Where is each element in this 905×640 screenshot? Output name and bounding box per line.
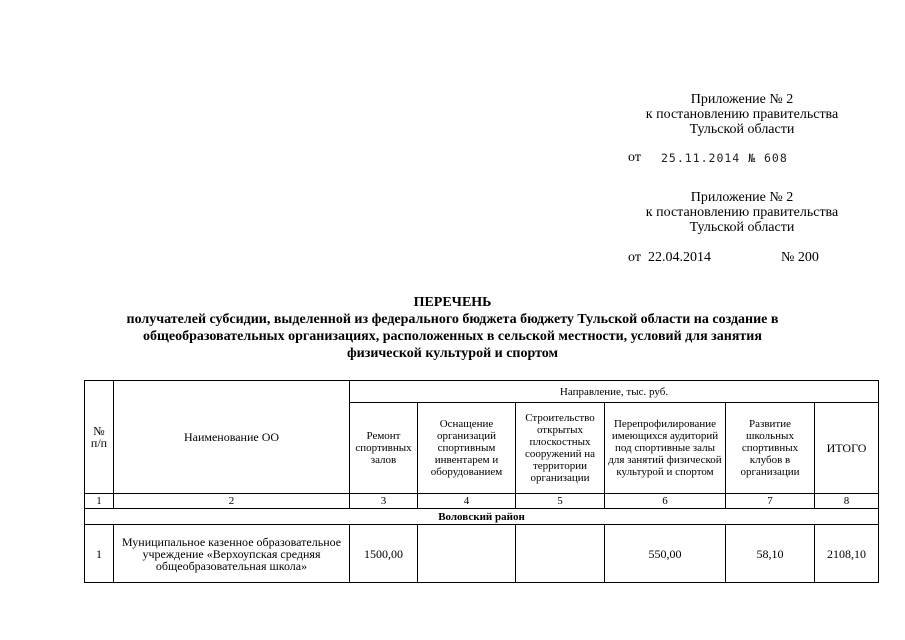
row-name: Муниципальное казенное образовательное учреждение «Верхоупская средняя общеобразовательная школа» [114,525,350,583]
district-row: Воловский район [85,509,879,525]
document-number: № 200 [781,250,819,265]
row-total: 2108,10 [815,525,879,583]
header-name: Наименование ОО [114,381,350,494]
index-cell: 7 [726,494,815,509]
recipients-table [84,380,879,583]
header-col-7: Развитие школьных спортивных клубов в организации [726,403,815,494]
index-cell: 6 [605,494,726,509]
document-date: 22.04.2014 [648,250,711,265]
appendix-title: Приложение № 2 [690,92,794,107]
title-line: физической культурой и спортом [346,346,559,361]
date-prefix: от [628,150,641,165]
index-cell: 5 [516,494,605,509]
title-line: получателей субсидии, выделенной из федерального бюджета бюджету Тульской области на создание в [126,312,779,327]
row-value: 1500,00 [350,525,418,583]
appendix-header-2 [632,190,852,235]
row-num: 1 [85,525,114,583]
appendix-subtitle: к постановлению правительства [645,205,839,220]
title-heading: ПЕРЕЧЕНЬ [413,295,492,310]
appendix-header-1 [632,92,852,137]
index-cell: 8 [815,494,879,509]
row-value: 550,00 [605,525,726,583]
header-col-total: ИТОГО [815,403,879,494]
header-col-4: Оснащение организаций спортивным инвентарем и оборудованием [418,403,516,494]
appendix-region: Тульской области [689,220,795,235]
index-cell: 1 [85,494,114,509]
header-col-5: Строительство открытых плоскостных сооружений на территории организации [516,403,605,494]
header-num: № п/п [85,381,114,494]
index-cell: 4 [418,494,516,509]
appendix-subtitle: к постановлению правительства [645,107,839,122]
header-col-6: Перепрофилирование имеющихся аудиторий под спортивные залы для занятий физической культурой и спортом [605,403,726,494]
title-line: общеобразовательных организациях, расположенных в сельской местности, условий для занятия [143,329,762,344]
row-value [516,525,605,583]
appendix-region: Тульской области [689,122,795,137]
index-cell: 2 [114,494,350,509]
date-prefix: от [628,250,641,265]
row-value: 58,10 [726,525,815,583]
appendix-title: Приложение № 2 [690,190,794,205]
header-group: Направление, тыс. руб. [350,381,879,403]
row-value [418,525,516,583]
date-stamp: 25.11.2014 № 608 [661,151,788,165]
document-title [0,294,905,362]
index-cell: 3 [350,494,418,509]
header-col-3: Ремонт спортивных залов [350,403,418,494]
table-row [85,525,879,583]
